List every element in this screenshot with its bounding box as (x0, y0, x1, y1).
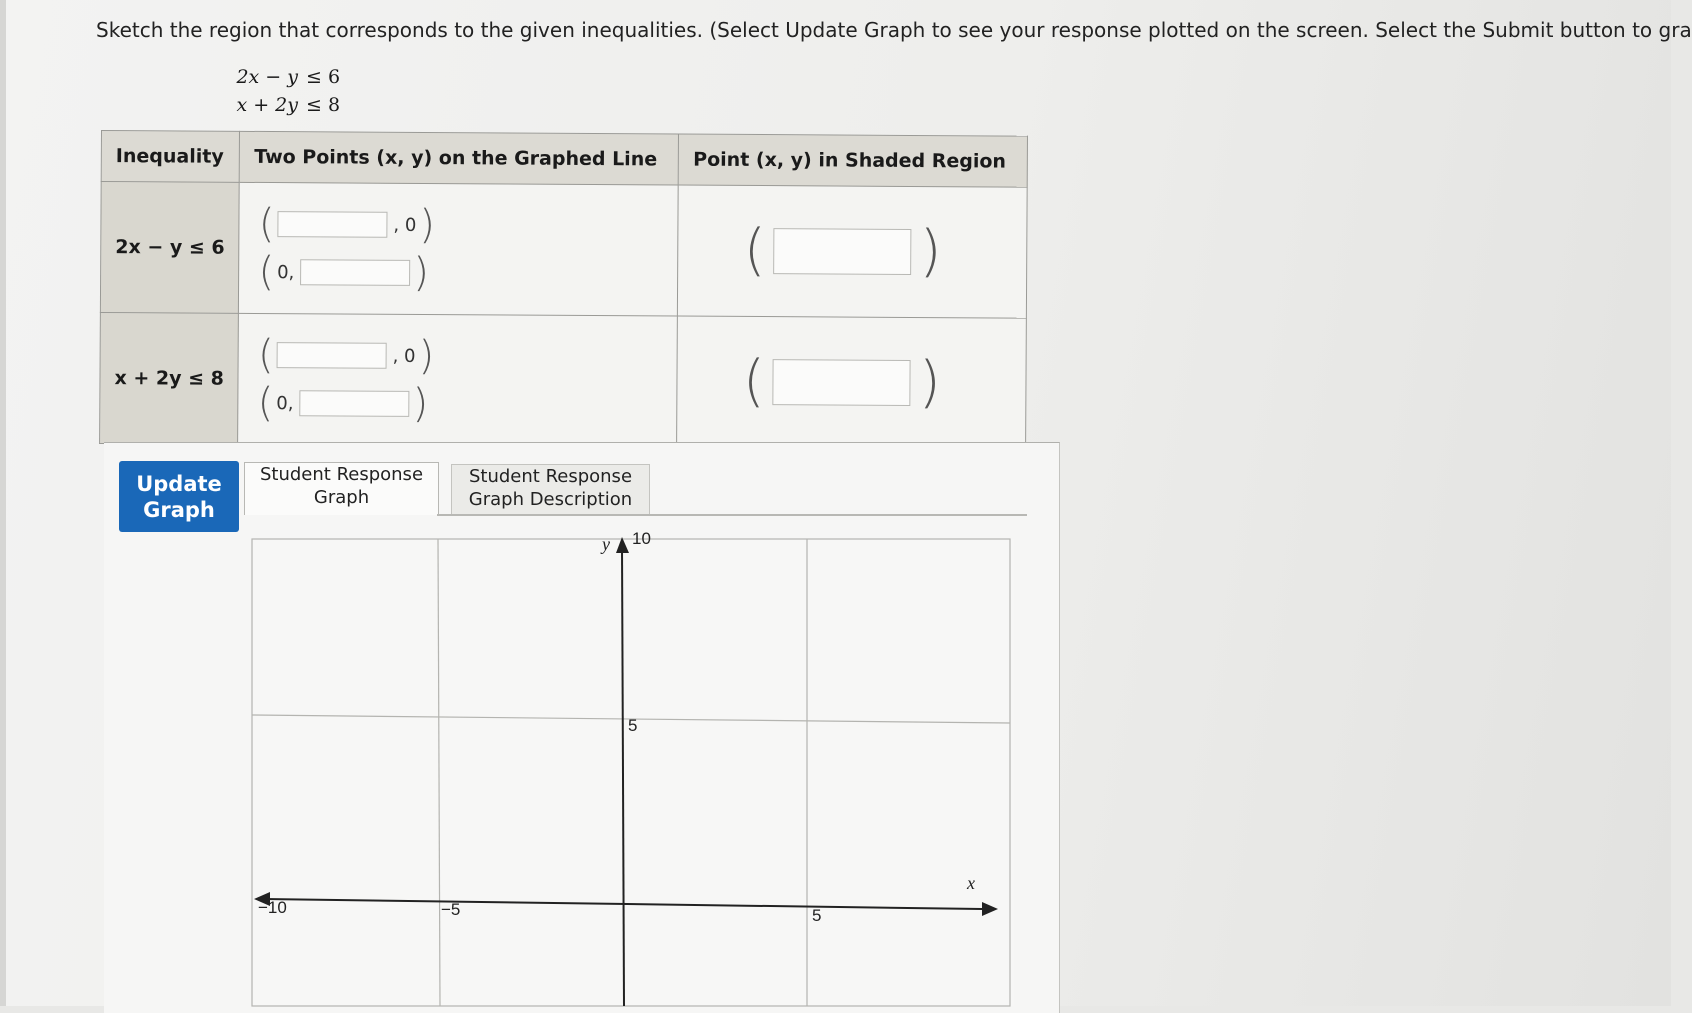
table-row (100, 182, 1027, 319)
close-paren-icon: ) (419, 201, 436, 249)
open-paren-icon: ( (258, 248, 275, 296)
row-inequality-label: 2x − y ≤ 6 (100, 182, 239, 314)
fixed-x-zero: 0, (276, 392, 294, 414)
shaded-point-input[interactable] (773, 359, 911, 406)
close-paren-icon: ) (919, 219, 942, 285)
header-inequality: Inequality (101, 131, 240, 183)
y-intercept-input[interactable] (299, 390, 409, 417)
row-inequality-label: x + 2y ≤ 8 (100, 312, 239, 444)
close-paren-icon: ) (413, 249, 430, 297)
tab-student-response-graph[interactable]: Student Response Graph (244, 462, 439, 515)
update-graph-button[interactable]: Update Graph (119, 461, 239, 532)
open-paren-icon: ( (257, 379, 274, 427)
y-axis-label: y (602, 534, 610, 554)
shaded-point-cell (678, 185, 1028, 318)
x-tick-label-neg10: −10 (258, 898, 287, 917)
window-edge (0, 0, 6, 1006)
tab-divider (437, 514, 1027, 516)
x-intercept-input[interactable] (277, 211, 387, 238)
system-row-1 (212, 66, 340, 94)
instructions-text: Sketch the region that corresponds to the given inequalities. (Select Update Graph to see your response plotted on the screen. Select the Submit button to gra (96, 18, 1692, 42)
y-tick-label-10: 10 (632, 529, 651, 548)
open-paren-icon: ( (742, 348, 766, 415)
system-lhs: x + 2y (236, 94, 298, 116)
system-row-2 (212, 94, 340, 122)
open-paren-icon: ( (743, 217, 766, 284)
shaded-point-input[interactable] (774, 228, 912, 275)
response-graph[interactable] (252, 529, 1014, 1006)
x-tick-label-5: 5 (812, 906, 822, 925)
x-axis-label: x (967, 873, 975, 893)
x-intercept-input[interactable] (277, 342, 387, 369)
fixed-x-zero: 0, (277, 261, 295, 283)
system-lhs: 2x − y (236, 66, 298, 88)
close-paren-icon: ) (918, 350, 941, 416)
fixed-y-zero: , 0 (392, 345, 416, 367)
x-tick-label-neg5: −5 (441, 900, 461, 919)
y-intercept-input[interactable] (300, 259, 410, 286)
close-paren-icon: ) (412, 380, 429, 428)
tab-student-response-graph-description[interactable]: Student Response Graph Description (451, 464, 650, 515)
graph-canvas[interactable] (252, 529, 1014, 1006)
y-tick-label-5: 5 (628, 716, 638, 735)
header-shaded-point: Point (x, y) in Shaded Region (679, 134, 1028, 187)
close-paren-icon: ) (418, 332, 435, 380)
two-points-cell (239, 182, 679, 316)
system-rhs: ≤ 6 (306, 66, 341, 88)
open-paren-icon: ( (257, 331, 274, 379)
two-points-cell (238, 313, 678, 447)
inequality-system (212, 66, 340, 122)
fixed-y-zero: , 0 (393, 214, 417, 236)
header-two-points: Two Points (x, y) on the Graphed Line (240, 131, 679, 185)
system-rhs: ≤ 8 (306, 94, 341, 116)
shaded-point-cell (677, 316, 1027, 449)
inequality-table (99, 130, 1028, 450)
table-row (100, 312, 1027, 449)
open-paren-icon: ( (258, 200, 275, 248)
